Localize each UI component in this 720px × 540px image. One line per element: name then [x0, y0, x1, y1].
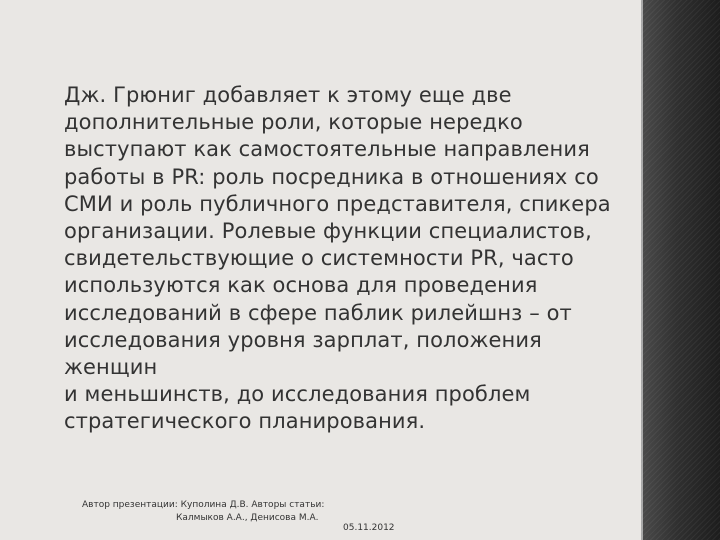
slide-content: [40, 82, 640, 436]
slide-body-text: Дж. Грюниг добавляет к этому еще две дополнительные роли, которые нередко выступают как самостоятельные направления работы в PR: роль посредника в отношениях со СМИ и роль публичного представителя, спикера организации. Ролевые функции специалистов, свидетельствующие о системности PR, часто используются как основа для проведения исследований в сфере паблик рилейшнз – от исследования уровня зарплат, положения женщин и меньшинств, до исследования проблем стратегического планирования.: [64, 83, 611, 434]
footer-authors-names: Калмыков А.А., Денисова М.А.: [176, 513, 319, 523]
bullet-paragraph: [40, 82, 640, 436]
footer-date: 05.11.2012: [343, 523, 395, 533]
decorative-side-panel: [641, 0, 720, 540]
footer-author-line: Автор презентации: Куполина Д.В. Авторы статьи:: [82, 500, 325, 510]
